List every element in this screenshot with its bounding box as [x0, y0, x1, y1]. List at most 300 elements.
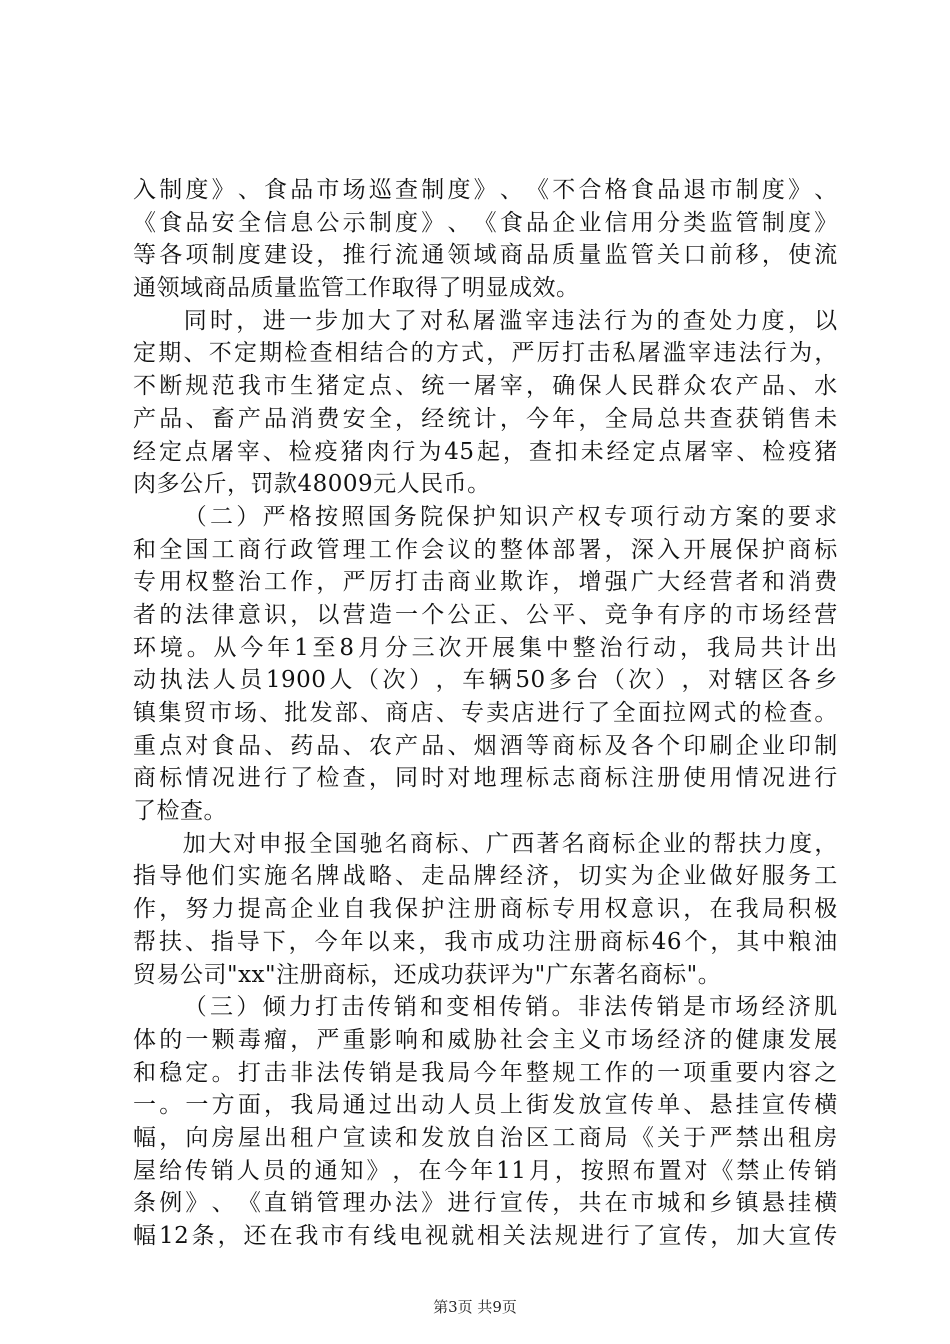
glyph: 权 — [604, 896, 629, 923]
glyph: 月 — [528, 1157, 553, 1184]
glyph: 积 — [788, 896, 812, 923]
glyph: 各 — [159, 242, 183, 269]
glyph: 的 — [630, 1059, 655, 1086]
glyph: 务 — [393, 503, 418, 530]
glyph: 今 — [240, 634, 264, 661]
indent — [133, 501, 181, 534]
glyph: 销 — [368, 1059, 393, 1086]
glyph: 、 — [814, 177, 838, 203]
glyph: 私 — [612, 340, 636, 367]
glyph: 台 — [575, 667, 599, 694]
glyph: 费 — [814, 569, 838, 596]
glyph: ， — [499, 405, 524, 432]
glyph: 屠 — [210, 438, 235, 465]
glyph: ， — [578, 405, 602, 432]
glyph: 体 — [526, 536, 550, 563]
glyph: 开 — [465, 634, 489, 661]
glyph: 局 — [761, 896, 786, 923]
glyph: ， — [395, 405, 419, 432]
glyph: 标 — [612, 830, 636, 857]
glyph: 理 — [342, 1190, 367, 1217]
glyph: 方 — [435, 340, 460, 367]
glyph: 宰 — [499, 373, 524, 400]
glyph: 共 — [760, 634, 785, 661]
glyph: 管 — [316, 1190, 340, 1217]
glyph: 场 — [735, 994, 759, 1021]
glyph: 租 — [290, 1124, 314, 1151]
glyph: 租 — [788, 1124, 812, 1151]
glyph: 网 — [688, 700, 712, 726]
glyph: 横 — [814, 1092, 838, 1119]
glyph: 传 — [630, 994, 654, 1021]
glyph: 提 — [237, 896, 262, 923]
glyph: 计 — [473, 405, 498, 432]
glyph: 况 — [761, 765, 786, 792]
glyph: 同 — [183, 307, 208, 334]
glyph: 下 — [262, 928, 287, 955]
glyph: 进 — [447, 1190, 471, 1217]
glyph: 深 — [630, 536, 655, 563]
glyph: 保 — [578, 373, 602, 400]
glyph: 意 — [237, 601, 262, 628]
text-line — [133, 1024, 838, 1057]
glyph: 宰 — [525, 307, 549, 334]
glyph: 处 — [709, 307, 733, 334]
text-line — [133, 795, 838, 828]
glyph: 直 — [264, 1190, 288, 1217]
glyph: 广 — [485, 830, 510, 857]
glyph: 横 — [814, 1190, 838, 1217]
glyph: 《 — [473, 209, 498, 236]
glyph: 的 — [288, 1157, 313, 1184]
glyph: 者 — [133, 601, 157, 628]
glyph: 区 — [761, 667, 785, 694]
glyph: 从 — [213, 634, 238, 661]
glyph: 行 — [656, 503, 681, 530]
glyph: 局 — [316, 1092, 340, 1119]
glyph: 疫 — [788, 438, 812, 465]
glyph: 禁 — [735, 1124, 760, 1151]
glyph: 管 — [630, 242, 655, 269]
glyph: 商 — [499, 242, 524, 269]
glyph: 业 — [761, 732, 786, 759]
glyph: 行 — [561, 700, 586, 726]
glyph: 法 — [528, 1223, 553, 1249]
glyph: ， — [290, 1026, 314, 1053]
glyph: 报 — [283, 830, 308, 857]
glyph: 置 — [658, 1157, 683, 1184]
glyph: 击 — [264, 1059, 288, 1086]
glyph: 打 — [561, 340, 586, 367]
glyph: 传 — [814, 1223, 838, 1249]
glyph: 我 — [290, 1092, 314, 1119]
glyph: 车 — [462, 667, 486, 694]
glyph: 今 — [526, 405, 550, 432]
glyph: 一 — [395, 601, 419, 628]
glyph: 放 — [447, 1124, 471, 1151]
glyph: 镇 — [735, 1190, 760, 1217]
glyph: 册 — [657, 765, 681, 792]
glyph: 理 — [499, 765, 524, 792]
glyph: 名 — [290, 863, 314, 890]
glyph: 做 — [709, 863, 733, 890]
glyph: 权 — [577, 503, 602, 530]
glyph: 市 — [630, 1190, 655, 1217]
glyph: 同 — [395, 765, 419, 792]
glyph: 期 — [259, 340, 283, 367]
glyph: 相 — [334, 340, 359, 367]
glyph: 平 — [552, 601, 576, 628]
glyph: ， — [316, 242, 340, 269]
glyph: 行 — [763, 340, 788, 367]
glyph: 安 — [211, 209, 236, 236]
glyph: 度 — [447, 177, 471, 203]
glyph: 安 — [342, 405, 367, 432]
glyph: 社 — [499, 1026, 524, 1053]
glyph: 畜 — [211, 405, 236, 432]
glyph: 面 — [237, 1092, 262, 1119]
glyph: （ — [355, 667, 380, 694]
glyph: 点 — [159, 732, 183, 759]
glyph: 定 — [185, 1059, 209, 1086]
glyph: 的 — [656, 307, 681, 334]
glyph: 规 — [552, 1059, 576, 1086]
glyph: 志 — [552, 765, 576, 792]
glyph: 品 — [657, 177, 681, 203]
glyph: 《 — [526, 177, 550, 203]
glyph: 非 — [290, 1059, 314, 1086]
text-line — [133, 599, 838, 632]
glyph: 个 — [657, 732, 681, 759]
glyph: 工 — [368, 536, 393, 563]
glyph: ， — [418, 928, 442, 955]
glyph: 会 — [526, 1026, 550, 1053]
glyph: 断 — [159, 373, 183, 400]
glyph: 个 — [684, 928, 708, 955]
glyph: 消 — [788, 569, 812, 596]
glyph: 动 — [133, 667, 157, 694]
glyph: 集 — [518, 634, 543, 661]
glyph: 好 — [735, 863, 760, 890]
glyph: 法 — [738, 340, 763, 367]
glyph: 格 — [604, 177, 629, 203]
glyph: 了 — [290, 765, 314, 792]
glyph: 行 — [368, 242, 393, 269]
glyph: 我 — [368, 896, 393, 923]
glyph: ， — [552, 863, 576, 890]
glyph: 一 — [185, 1092, 209, 1119]
glyph: 屋 — [237, 1124, 262, 1151]
glyph: 对 — [708, 667, 732, 694]
glyph: 度 — [789, 830, 813, 857]
glyph: 多 — [548, 667, 573, 694]
glyph: 开 — [683, 536, 707, 563]
glyph: 肌 — [814, 994, 838, 1021]
glyph: 动 — [682, 503, 707, 530]
glyph: 屠 — [684, 438, 708, 465]
glyph: 滥 — [662, 340, 687, 367]
glyph: 查 — [342, 765, 367, 792]
glyph: 传 — [788, 1092, 812, 1119]
glyph: 、 — [788, 373, 812, 400]
glyph: 服 — [761, 863, 786, 890]
glyph: 《 — [710, 1157, 734, 1184]
text-line — [133, 207, 838, 240]
glyph: 大 — [762, 1223, 786, 1249]
glyph: ， — [264, 1092, 288, 1119]
glyph: 人 — [212, 667, 237, 694]
glyph: 市 — [470, 928, 494, 955]
glyph: 行 — [264, 536, 288, 563]
glyph: 公 — [526, 601, 550, 628]
glyph: 制 — [421, 177, 445, 203]
glyph: 以 — [316, 601, 340, 628]
glyph: 和 — [761, 569, 786, 596]
glyph: 法 — [185, 601, 209, 628]
glyph: 严 — [511, 340, 536, 367]
glyph: ， — [710, 928, 734, 955]
glyph: 我 — [706, 634, 731, 661]
glyph: ） — [236, 994, 260, 1021]
text-line — [133, 403, 838, 436]
glyph: 瘤 — [264, 1026, 288, 1053]
glyph: 市 — [709, 994, 733, 1021]
glyph: 售 — [788, 405, 812, 432]
glyph: 产 — [735, 373, 760, 400]
glyph: 项 — [630, 503, 654, 530]
glyph: 用 — [630, 209, 655, 236]
glyph: 二 — [210, 503, 234, 530]
glyph: 响 — [395, 1026, 419, 1053]
glyph: 业 — [473, 569, 498, 596]
glyph: 使 — [683, 765, 707, 792]
glyph: 条 — [191, 1223, 216, 1249]
glyph: 切 — [578, 863, 602, 890]
text-line — [133, 1155, 838, 1188]
glyph: 企 — [552, 209, 576, 236]
glyph: 》 — [211, 177, 236, 203]
glyph: 经 — [606, 438, 631, 465]
glyph: 1 — [294, 634, 310, 661]
glyph: 》 — [421, 209, 445, 236]
glyph: ， — [290, 601, 314, 628]
glyph: 检 — [316, 765, 340, 792]
glyph: 企 — [637, 830, 662, 857]
glyph: 农 — [368, 732, 393, 759]
glyph: 扶 — [158, 928, 183, 955]
glyph: 济 — [787, 994, 812, 1021]
glyph: 一 — [657, 1059, 681, 1086]
glyph: 至 — [312, 634, 337, 661]
text-line — [133, 1089, 838, 1122]
glyph: 有 — [657, 601, 681, 628]
glyph: 企 — [657, 863, 681, 890]
glyph: 拉 — [662, 700, 687, 726]
glyph: 健 — [735, 1026, 760, 1053]
glyph: 广 — [630, 569, 655, 596]
glyph: 出 — [814, 634, 838, 661]
glyph: 注 — [630, 765, 655, 792]
glyph: 人 — [329, 667, 353, 694]
glyph: 实 — [604, 863, 629, 890]
glyph: 注 — [447, 896, 471, 923]
glyph: 情 — [185, 765, 209, 792]
text-line — [133, 566, 838, 599]
glyph: 动 — [653, 634, 677, 661]
glyph: 护 — [472, 503, 497, 530]
glyph: 战 — [342, 863, 367, 890]
glyph: 一 — [288, 307, 313, 334]
glyph: 、 — [435, 700, 460, 726]
glyph: 为 — [630, 307, 654, 334]
glyph: ， — [159, 896, 183, 923]
glyph: 册 — [573, 928, 598, 955]
glyph: 猪 — [340, 438, 364, 465]
glyph: 今 — [314, 928, 339, 955]
glyph: 辖 — [734, 667, 759, 694]
glyph: 悬 — [761, 1190, 786, 1217]
glyph: 用 — [709, 765, 733, 792]
glyph: 相 — [472, 994, 497, 1021]
glyph: 毒 — [237, 1026, 262, 1053]
glyph: 挂 — [735, 1092, 760, 1119]
glyph: 面 — [637, 700, 662, 726]
glyph: 》 — [366, 1157, 390, 1184]
glyph: 案 — [735, 503, 759, 530]
glyph: 出 — [761, 1124, 786, 1151]
glyph: 共 — [683, 405, 707, 432]
glyph: 宰 — [688, 340, 712, 367]
glyph: （ — [183, 994, 208, 1021]
glyph: 牌 — [316, 863, 340, 890]
glyph: 诈 — [526, 569, 550, 596]
glyph: 造 — [368, 601, 393, 628]
glyph: 的 — [709, 601, 733, 628]
glyph: 确 — [552, 373, 576, 400]
glyph: 量 — [578, 242, 602, 269]
glyph: 护 — [421, 896, 445, 923]
glyph: 全 — [237, 209, 262, 236]
glyph: 布 — [632, 1157, 657, 1184]
glyph: 产 — [237, 405, 262, 432]
glyph: 力 — [288, 994, 313, 1021]
glyph: 对 — [420, 307, 444, 334]
glyph: 和 — [133, 536, 157, 563]
text-line — [133, 1220, 838, 1253]
glyph: 康 — [761, 1026, 786, 1053]
glyph: 作 — [604, 1059, 629, 1086]
glyph: 严 — [316, 1026, 340, 1053]
glyph: 50 — [515, 667, 546, 694]
glyph: 为 — [418, 438, 442, 465]
glyph: 对 — [185, 732, 209, 759]
glyph: 视 — [425, 1223, 449, 1249]
glyph: 上 — [499, 1092, 524, 1119]
glyph: 对 — [447, 765, 471, 792]
glyph: 、 — [184, 928, 209, 955]
glyph: 类 — [683, 209, 707, 236]
glyph: 影 — [368, 1026, 393, 1053]
glyph: 油 — [814, 928, 838, 955]
glyph: 中 — [545, 634, 570, 661]
glyph: 务 — [788, 863, 812, 890]
glyph: 施 — [264, 863, 288, 890]
glyph: 法 — [395, 1190, 419, 1217]
glyph: 场 — [761, 601, 786, 628]
glyph: 品 — [526, 242, 550, 269]
glyph: 》 — [473, 177, 498, 203]
glyph: 名 — [384, 830, 409, 857]
glyph: 击 — [421, 569, 445, 596]
glyph: 增 — [578, 569, 602, 596]
glyph: 年 — [552, 405, 576, 432]
glyph: 议 — [447, 536, 471, 563]
glyph: 通 — [342, 1092, 367, 1119]
glyph: 食 — [499, 209, 524, 236]
glyph: 名 — [561, 830, 586, 857]
glyph: 国 — [185, 536, 209, 563]
glyph: 行 — [264, 765, 288, 792]
glyph: 主 — [552, 1026, 576, 1053]
glyph: 11 — [496, 1157, 527, 1184]
glyph: 屠 — [473, 373, 498, 400]
glyph: 制 — [159, 177, 183, 203]
glyph: 驰 — [359, 830, 384, 857]
glyph: 政 — [290, 536, 314, 563]
text-line — [133, 501, 838, 534]
text-line — [133, 959, 838, 992]
glyph: 群 — [657, 373, 681, 400]
glyph: 品 — [185, 209, 209, 236]
glyph: 卖 — [486, 700, 510, 726]
text-line — [133, 762, 838, 795]
indent — [133, 991, 181, 1024]
glyph: 局 — [447, 1059, 471, 1086]
glyph: 发 — [421, 1124, 445, 1151]
glyph: 市 — [604, 1026, 629, 1053]
text-line — [133, 370, 838, 403]
glyph: 非 — [577, 994, 602, 1021]
glyph: 、 — [447, 732, 471, 759]
glyph: 场 — [233, 700, 258, 726]
glyph: 的 — [159, 1026, 183, 1053]
glyph: 工 — [264, 569, 288, 596]
glyph: 和 — [683, 1190, 707, 1217]
glyph: 治 — [599, 634, 623, 661]
glyph: 院 — [420, 503, 444, 530]
glyph: 街 — [526, 1092, 550, 1119]
glyph: 检 — [762, 438, 786, 465]
glyph: 会 — [421, 536, 445, 563]
glyph: 关 — [657, 242, 681, 269]
glyph: 的 — [688, 830, 712, 857]
glyph: 强 — [604, 569, 629, 596]
glyph: 贸 — [183, 700, 207, 726]
glyph: 点 — [184, 438, 209, 465]
glyph: 中 — [762, 928, 786, 955]
glyph: 1900 — [265, 667, 327, 694]
glyph: 工 — [552, 1124, 576, 1151]
glyph: 整 — [499, 536, 524, 563]
glyph: 集 — [158, 700, 182, 726]
text-line — [133, 664, 838, 697]
glyph: 治 — [499, 1124, 524, 1151]
glyph: 违 — [713, 340, 737, 367]
glyph: 获 — [735, 405, 760, 432]
glyph: 行 — [606, 1223, 631, 1249]
glyph: 45 — [444, 438, 475, 465]
glyph: 个 — [421, 601, 445, 628]
